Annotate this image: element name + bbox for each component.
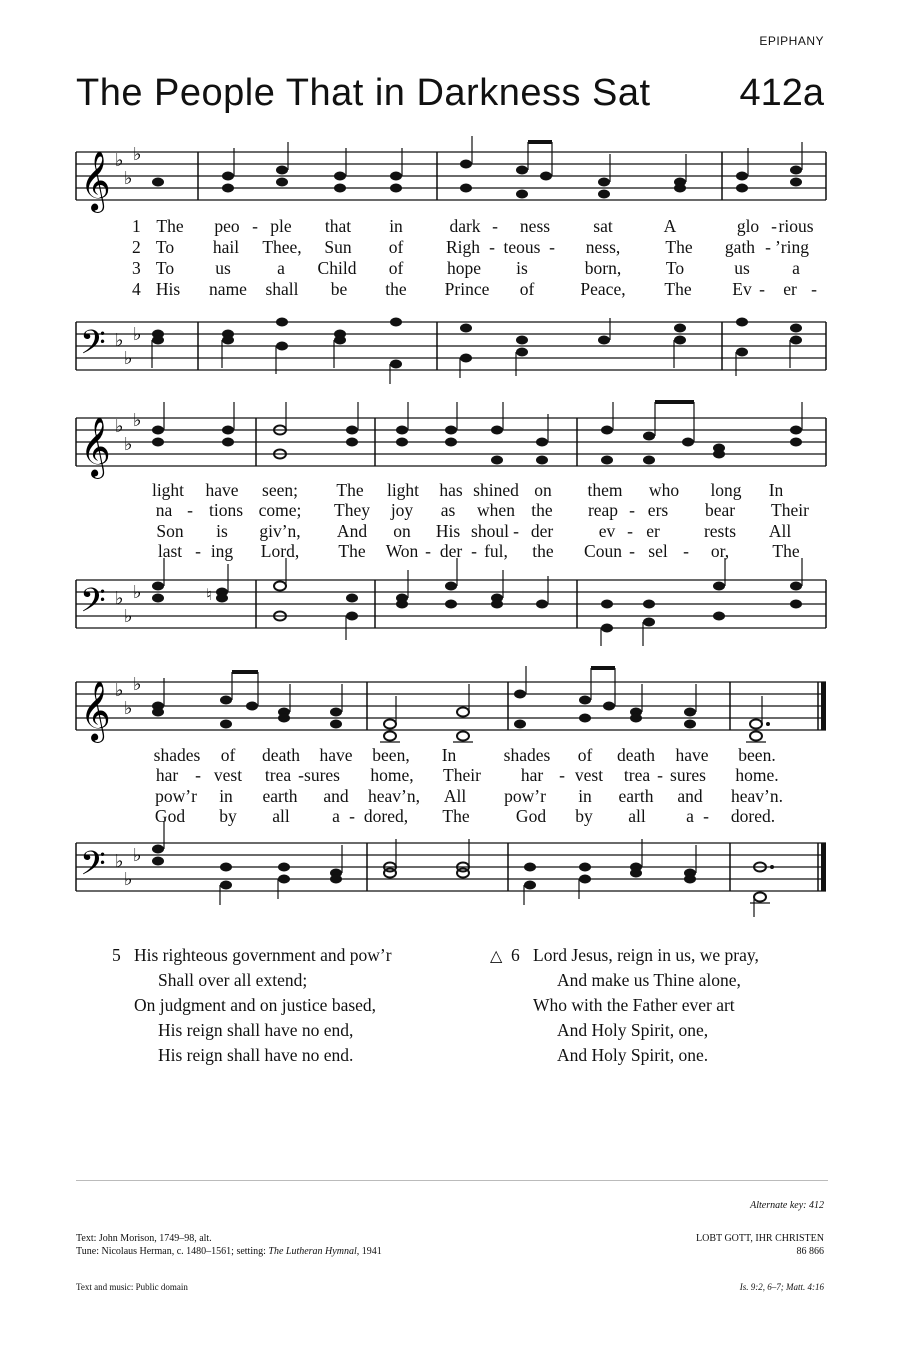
scripture-reference: Is. 9:2, 6–7; Matt. 4:16 bbox=[739, 1282, 824, 1292]
verse-line: Who with the Father ever art bbox=[533, 995, 735, 1015]
lyric-line-1-v1: 1 The peo - ple that in dark - ness sat A glo - rious bbox=[132, 216, 814, 236]
svg-text:♭: ♭ bbox=[115, 416, 124, 437]
verse-6 bbox=[490, 943, 759, 1068]
svg-text:♭: ♭ bbox=[115, 330, 124, 351]
svg-text:♭: ♭ bbox=[115, 680, 124, 701]
verse-6-number: 6 bbox=[511, 945, 520, 965]
footer-divider bbox=[76, 1180, 828, 1181]
verse-line: Shall over all extend; bbox=[158, 970, 308, 990]
verse-line: And Holy Spirit, one, bbox=[557, 1020, 709, 1040]
verse-line: His righteous government and pow’r bbox=[134, 945, 392, 965]
svg-text:♭: ♭ bbox=[124, 869, 133, 890]
svg-text:♭: ♭ bbox=[115, 851, 124, 872]
triangle-icon: △ bbox=[490, 946, 503, 965]
bass-clef-icon: 𝄢 bbox=[80, 582, 106, 628]
hymn-number: 412a bbox=[739, 72, 824, 114]
treble-clef-icon: 𝄞 bbox=[80, 151, 111, 211]
lyric-line-3-v4: God by all a - dored, The God by all a - dored. bbox=[154, 806, 776, 826]
verse-line: His reign shall have no end, bbox=[158, 1020, 354, 1040]
lyric-line-2-v2: na - tions come; They joy as when the reap - ers bear Their bbox=[155, 500, 809, 520]
lyric-line-2-v1: light have seen; The light has shined on them who long In bbox=[151, 480, 784, 500]
meter: 86 866 bbox=[796, 1246, 824, 1257]
svg-text:♭: ♭ bbox=[115, 588, 124, 609]
lyric-line-2-v4: last - ing Lord, The Won - der - ful, the Coun - sel - or, The bbox=[157, 541, 800, 561]
svg-text:♭: ♭ bbox=[133, 324, 142, 345]
lyric-line-3-v1: shades of death have been, In shades of death have been. bbox=[153, 745, 776, 765]
svg-text:♭: ♭ bbox=[133, 582, 142, 603]
lyric-line-2-v3: Son is giv’n, And on His shoul - der ev - er rests All bbox=[156, 521, 792, 541]
svg-text:♭: ♭ bbox=[124, 606, 133, 627]
verse-line: Lord Jesus, reign in us, we pray, bbox=[533, 945, 759, 965]
svg-text:♭: ♭ bbox=[124, 434, 133, 455]
bass-clef-icon: 𝄢 bbox=[80, 324, 106, 370]
svg-text:♮: ♮ bbox=[206, 585, 212, 604]
lyric-line-3-v3: pow’r in earth and heav’n, All pow’r in earth and heav’n. bbox=[155, 786, 783, 806]
treble-clef-icon: 𝄞 bbox=[80, 417, 111, 477]
alternate-key: Alternate key: 412 bbox=[750, 1200, 824, 1211]
verse-line: His reign shall have no end. bbox=[158, 1045, 354, 1065]
tune-credit: Tune: Nicolaus Herman, c. 1480–1561; setting: The Lutheran Hymnal, 1941 bbox=[76, 1246, 382, 1257]
svg-text:♭: ♭ bbox=[133, 674, 142, 695]
text-credit: Text: John Morison, 1749–98, alt. bbox=[76, 1233, 212, 1244]
svg-text:♭: ♭ bbox=[124, 698, 133, 719]
svg-text:♭: ♭ bbox=[124, 168, 133, 189]
tune-name: LOBT GOTT, IHR CHRISTEN bbox=[696, 1233, 824, 1244]
svg-text:♭: ♭ bbox=[133, 410, 142, 431]
lyric-line-1-v2: 2 To hail Thee, Sun of Righ - teous - ness, The gath - ’ring bbox=[132, 237, 810, 257]
svg-text:♭: ♭ bbox=[115, 150, 124, 171]
bass-clef-icon: 𝄢 bbox=[80, 845, 106, 891]
svg-text:♭: ♭ bbox=[133, 144, 142, 165]
lyric-line-3-v2: har - vest trea - sures home, Their har - vest trea - sures home. bbox=[155, 765, 779, 785]
verse-line: On judgment and on justice based, bbox=[134, 995, 377, 1015]
season-label: EPIPHANY bbox=[759, 34, 824, 48]
svg-text:♭: ♭ bbox=[124, 348, 133, 369]
verse-5 bbox=[112, 943, 392, 1068]
svg-text:♭: ♭ bbox=[133, 845, 142, 866]
copyright-notice: Text and music: Public domain bbox=[76, 1282, 188, 1292]
treble-clef-icon: 𝄞 bbox=[80, 681, 111, 741]
lyric-line-1-v3: 3 To us a Child of hope is born, To us a bbox=[132, 258, 800, 278]
verse-5-number: 5 bbox=[112, 945, 121, 965]
verse-line: And Holy Spirit, one. bbox=[557, 1045, 709, 1065]
lyric-line-1-v4: 4 His name shall be the Prince of Peace, The Ev - er - bbox=[132, 279, 817, 299]
verse-line: And make us Thine alone, bbox=[557, 970, 741, 990]
hymn-title: The People That in Darkness Sat bbox=[76, 72, 651, 114]
